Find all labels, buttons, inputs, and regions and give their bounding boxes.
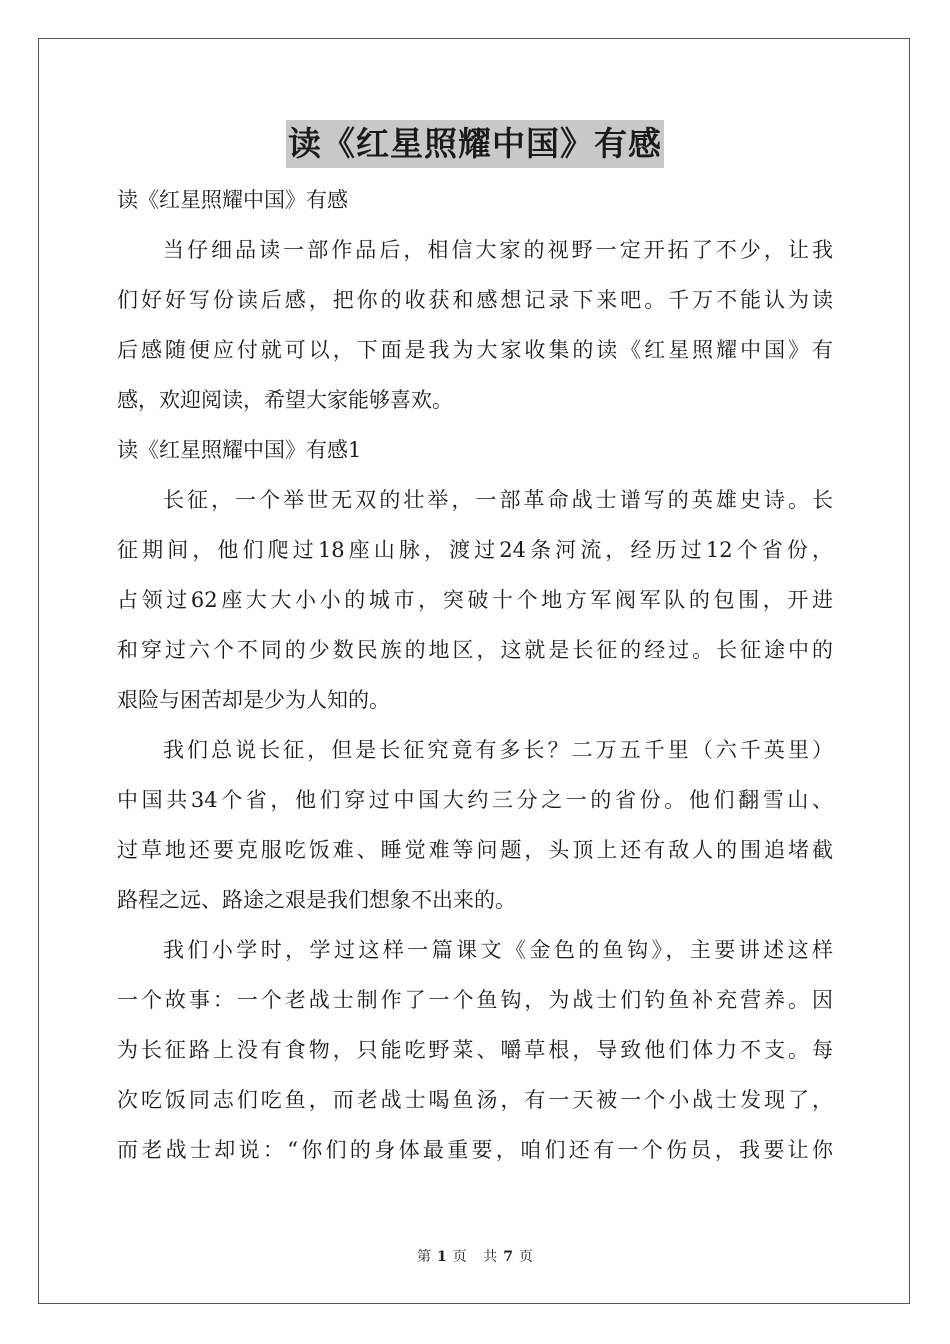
text-line: 为长征路上没有食物，只能吃野菜、嚼草根，导致他们体力不支。每 (117, 1038, 833, 1062)
text-line: 而老战士却说：“你们的身体最重要，咱们还有一个伤员，我要让你 (117, 1138, 833, 1162)
text-line: 占领过62座大大小小的城市，突破十个地方军阀军队的包围，开进 (117, 588, 833, 612)
text-line: 一个故事：一个老战士制作了一个鱼钩，为战士们钓鱼补充营养。因 (117, 988, 833, 1012)
text-line: 们好好写份读后感，把你的收获和感想记录下来吧。千万不能认为读 (117, 288, 833, 312)
document-body (117, 175, 833, 1175)
text-line: 艰险与困苦却是少为人知的。 (117, 688, 390, 712)
text-line: 感，欢迎阅读，希望大家能够喜欢。 (117, 388, 453, 412)
text-line: 征期间，他们爬过18座山脉，渡过24条河流，经历过12个省份， (117, 538, 833, 562)
text-line: 我们总说长征，但是长征究竟有多长？二万五千里（六千英里） (163, 738, 833, 762)
text-line: 读《红星照耀中国》有感1 (117, 438, 362, 462)
text-line: 中国共34个省，他们穿过中国大约三分之一的省份。他们翻雪山、 (117, 788, 833, 812)
text-line: 次吃饭同志们吃鱼，而老战士喝鱼汤，有一天被一个小战士发现了， (117, 1088, 833, 1112)
text-line: 长征，一个举世无双的壮举，一部革命战士谱写的英雄史诗。长 (163, 488, 833, 512)
title-container (0, 120, 950, 168)
text-line: 后感随便应付就可以，下面是我为大家收集的读《红星照耀中国》有 (117, 338, 833, 362)
document-title: 读《红星照耀中国》有感 (286, 120, 664, 168)
text-line: 读《红星照耀中国》有感 (117, 188, 348, 212)
text-line: 当仔细品读一部作品后，相信大家的视野一定开拓了不少，让我 (163, 238, 833, 262)
text-line: 过草地还要克服吃饭难、睡觉难等问题，头顶上还有敌人的围追堵截 (117, 838, 833, 862)
page-footer (0, 1246, 950, 1266)
page-number: 第 1 页 (417, 1249, 467, 1265)
page-total: 共 7 页 (483, 1249, 533, 1265)
text-line: 我们小学时，学过这样一篇课文《金色的鱼钩》，主要讲述这样 (163, 938, 833, 962)
text-line: 路程之远、路途之艰是我们想象不出来的。 (117, 888, 516, 912)
text-line: 和穿过六个不同的少数民族的地区，这就是长征的经过。长征途中的 (117, 638, 833, 662)
